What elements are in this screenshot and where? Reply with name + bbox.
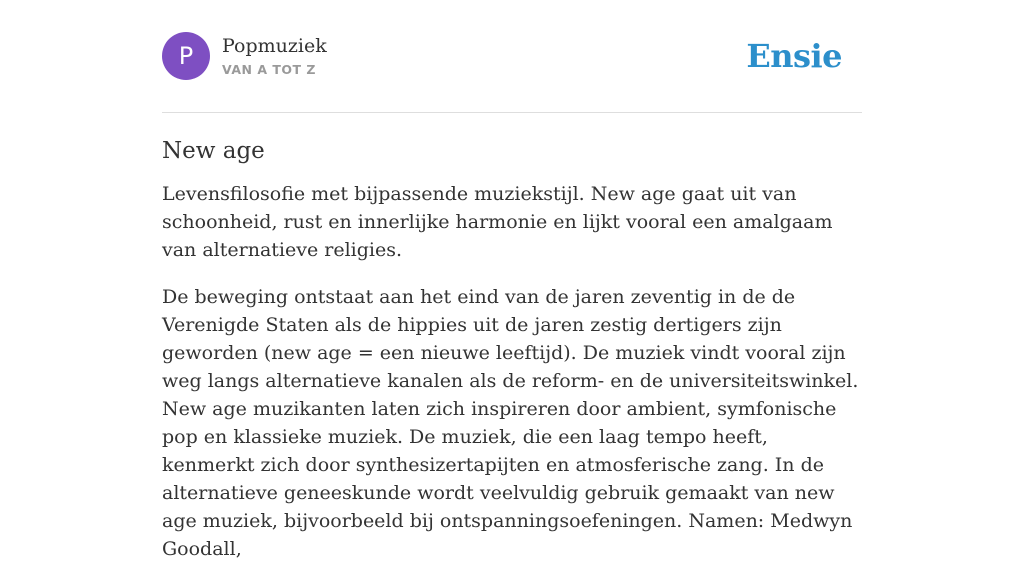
source-text bbox=[222, 35, 327, 77]
avatar[interactable]: P bbox=[162, 32, 210, 80]
header bbox=[162, 0, 862, 113]
source-subtitle: VAN A TOT Z bbox=[222, 62, 316, 77]
paragraph: De beweging ontstaat aan het eind van de jaren zeventig in de de Verenigde Staten als de hippies uit de jaren zestig dertigers zijn geworden (new age = een nieuwe leeftijd). De muziek vindt vooral zijn weg langs alternatieve kanalen als de reform- en de universiteitswinkel. New age muzikanten laten zich inspireren door ambient, symfonische pop en klassieke muziek. De muziek, die een laag tempo heeft, kenmerkt zich door synthesizertapijten en atmosferische zang. In de alternatieve geneeskunde wordt veelvuldig gebruik gemaakt van new age muziek, bijvoorbeeld bij ontspanningsoefeningen. Namen: Medwyn Goodall, bbox=[162, 286, 859, 560]
brand-logo[interactable]: Ensie bbox=[746, 37, 842, 75]
paragraph: Levensfilosofie met bijpassende muziekstijl. New age gaat uit van schoonheid, rust en innerlijke harmonie en lijkt vooral een amalgaam van alternatieve religies. bbox=[162, 183, 833, 261]
source-info[interactable] bbox=[162, 32, 327, 80]
page-title: New age bbox=[162, 138, 265, 164]
page bbox=[162, 0, 862, 563]
source-name[interactable]: Popmuziek bbox=[222, 35, 327, 57]
